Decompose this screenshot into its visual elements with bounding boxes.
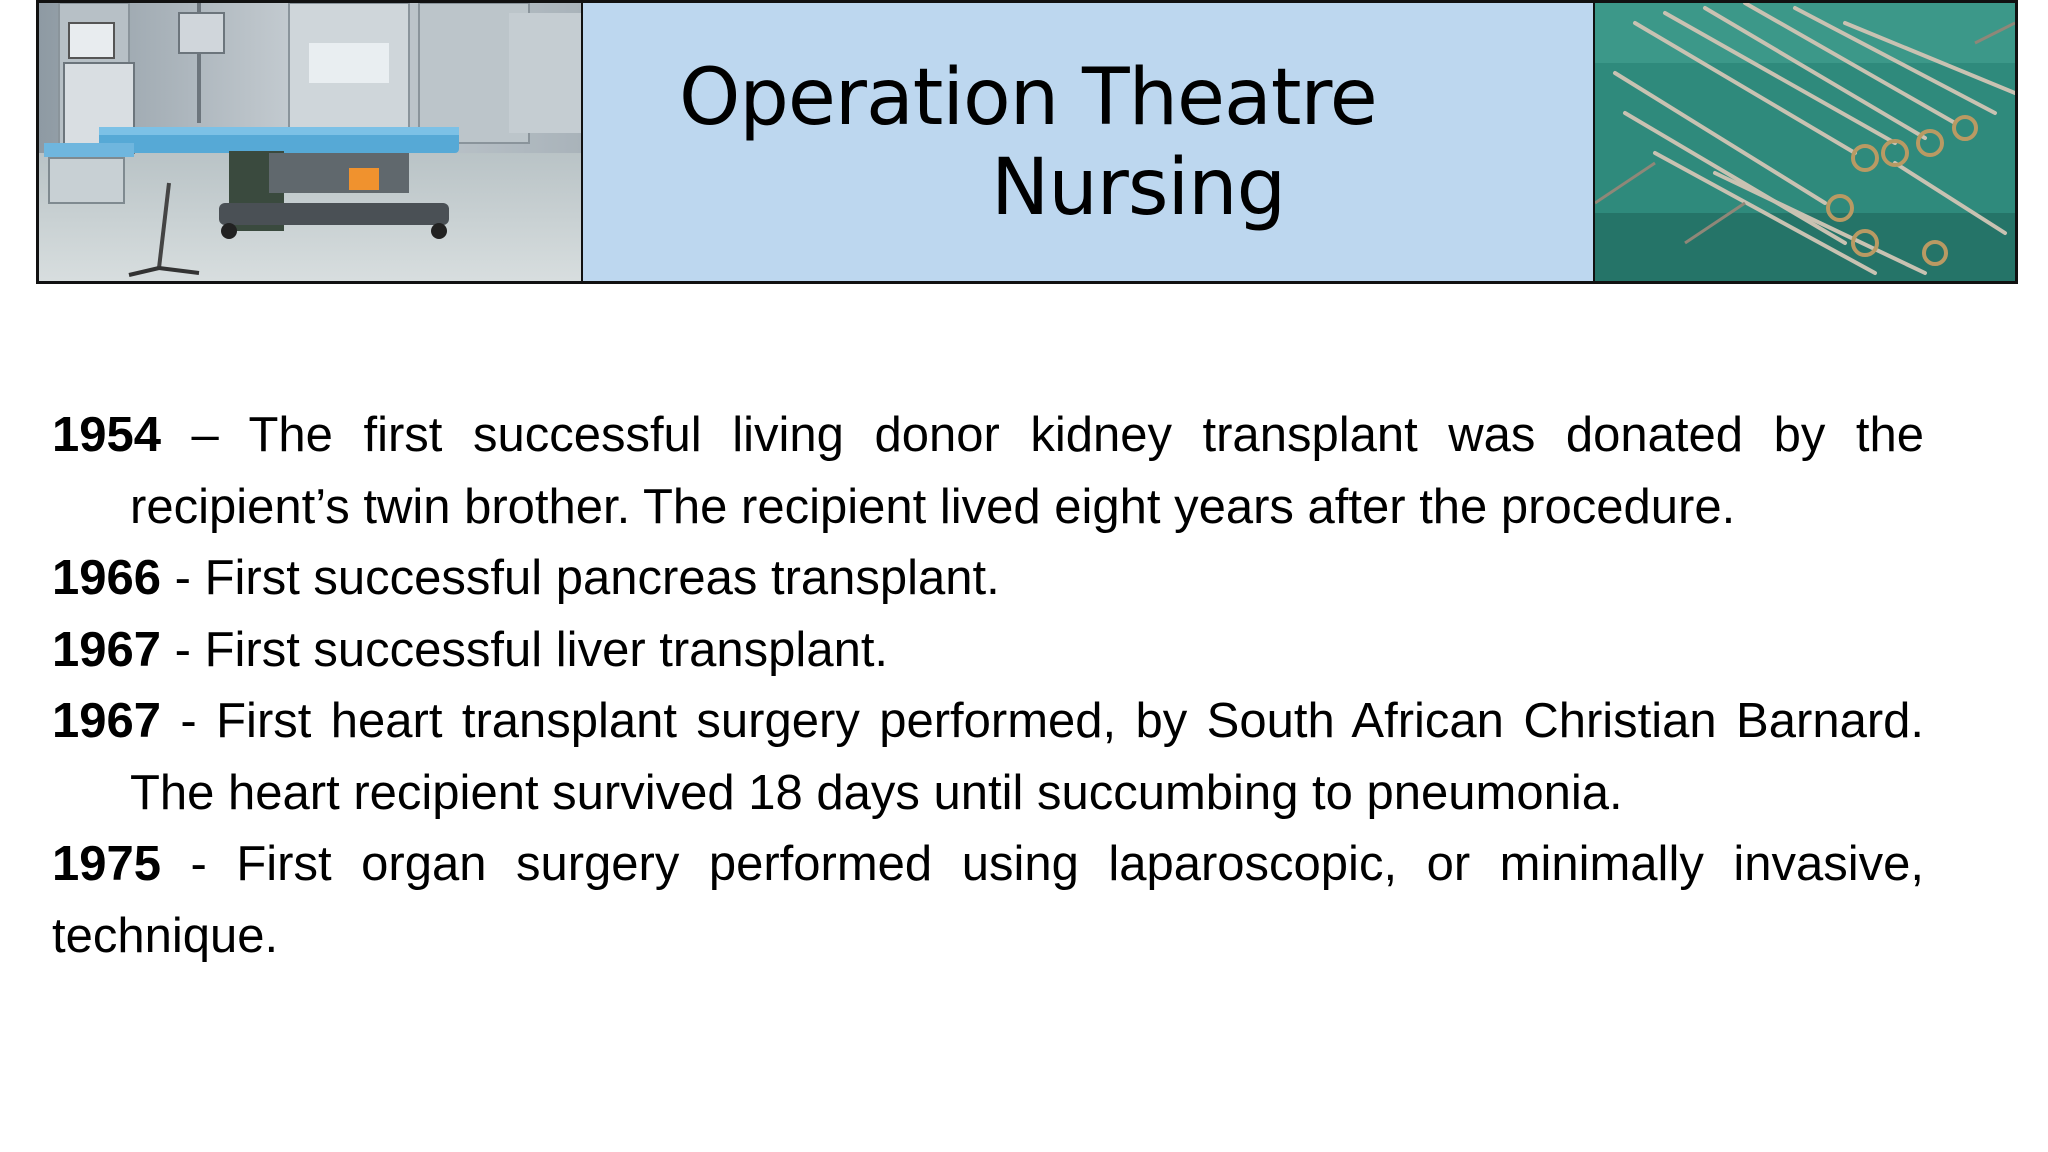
entry-year: 1967 bbox=[52, 622, 162, 677]
entry-text: First organ surgery performed using laparoscopic, or minimally invasive, technique. bbox=[52, 837, 1924, 963]
entry-separator: – bbox=[161, 408, 249, 462]
timeline-entry bbox=[52, 686, 1924, 829]
timeline-entry bbox=[52, 615, 1924, 687]
entry-text: First successful pancreas transplant. bbox=[204, 551, 1000, 605]
entry-text: First successful liver transplant. bbox=[204, 622, 889, 677]
entry-text: The first successful living donor kidney transplant was donated by the recipient’s twin brother. The recipient lived eight years after the procedure. bbox=[130, 408, 1925, 534]
timeline-entry bbox=[52, 543, 1924, 615]
entry-year: 1975 bbox=[52, 837, 162, 891]
title-block bbox=[583, 3, 1593, 281]
entry-year: 1954 bbox=[52, 408, 162, 462]
page-title-line-1: Operation Theatre bbox=[679, 53, 1377, 143]
entry-separator: - bbox=[161, 551, 205, 605]
entry-separator: - bbox=[161, 837, 237, 891]
operating-room-photo bbox=[39, 3, 583, 281]
entry-separator: - bbox=[161, 694, 217, 748]
timeline-entry bbox=[52, 829, 1924, 972]
entry-year: 1967 bbox=[52, 694, 162, 748]
page-title-line-2: Nursing bbox=[991, 143, 1286, 233]
entry-text: First heart transplant surgery performed, by South African Christian Barnard. The heart recipient survived 18 days until succumbing to pneumonia. bbox=[130, 694, 1924, 820]
entry-year: 1966 bbox=[52, 551, 162, 605]
header-banner bbox=[36, 0, 2018, 284]
surgical-instruments-photo bbox=[1593, 3, 2015, 281]
timeline-entry bbox=[52, 400, 1924, 543]
entry-separator: - bbox=[161, 622, 205, 677]
timeline-list bbox=[52, 400, 1924, 972]
